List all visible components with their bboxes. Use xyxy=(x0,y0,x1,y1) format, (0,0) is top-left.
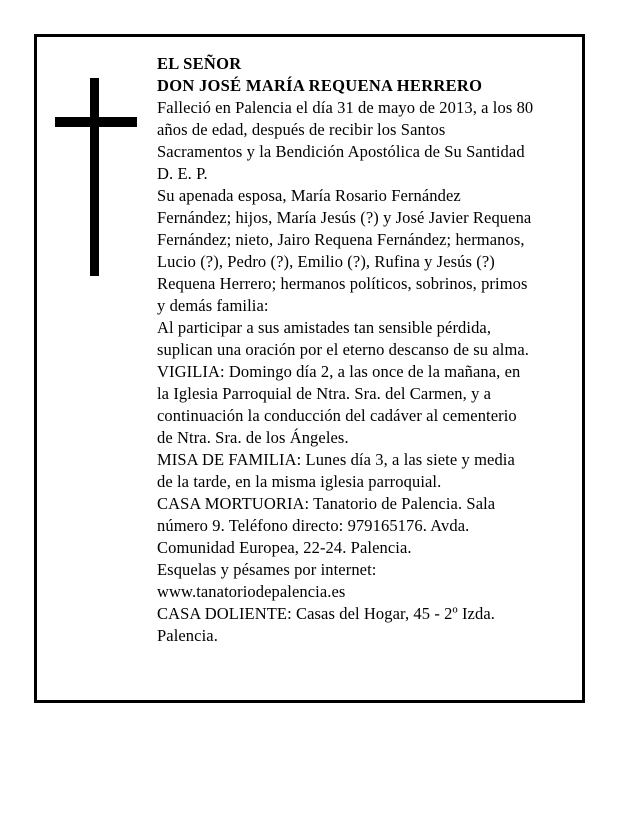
notice-body-line: VIGILIA: Domingo día 2, a las once de la mañana, en xyxy=(157,362,521,381)
cross-vertical-bar xyxy=(90,78,99,276)
notice-body-line: de Ntra. Sra. de los Ángeles. xyxy=(157,428,349,447)
obituary-notice-card xyxy=(34,34,585,703)
notice-body-line: número 9. Teléfono directo: 979165176. Avda. xyxy=(157,516,470,535)
notice-body-line: Falleció en Palencia el día 31 de mayo de 2013, a los 80 xyxy=(157,98,534,117)
notice-body-line: CASA MORTUORIA: Tanatorio de Palencia. Sala xyxy=(157,494,496,513)
obituary-text-block xyxy=(157,53,575,647)
notice-body-line: suplican una oración por el eterno descanso de su alma. xyxy=(157,340,530,359)
notice-body-line: años de edad, después de recibir los Santos xyxy=(157,120,446,139)
notice-body-line: de la tarde, en la misma iglesia parroquial. xyxy=(157,472,442,491)
cross-horizontal-bar xyxy=(55,117,137,127)
notice-body-line: D. E. P. xyxy=(157,164,208,183)
notice-website-line: www.tanatoriodepalencia.es xyxy=(157,582,346,601)
notice-body-line: Comunidad Europea, 22-24. Palencia. xyxy=(157,538,412,557)
notice-title: EL SEÑOR xyxy=(157,54,242,73)
notice-body-line: Requena Herrero; hermanos políticos, sobrinos, primos xyxy=(157,274,528,293)
deceased-name: DON JOSÉ MARÍA REQUENA HERRERO xyxy=(157,76,483,95)
notice-body-line: Palencia. xyxy=(157,626,218,645)
notice-body-line: Su apenada esposa, María Rosario Fernández xyxy=(157,186,461,205)
notice-body-line: y demás familia: xyxy=(157,296,269,315)
notice-body-line: continuación la conducción del cadáver al cementerio xyxy=(157,406,517,425)
latin-cross-icon xyxy=(55,78,137,276)
notice-body-line: Fernández; nieto, Jairo Requena Fernández; hermanos, xyxy=(157,230,525,249)
notice-body-line: Fernández; hijos, María Jesús (?) y José Javier Requena xyxy=(157,208,532,227)
notice-body-line: la Iglesia Parroquial de Ntra. Sra. del Carmen, y a xyxy=(157,384,492,403)
notice-body-line: MISA DE FAMILIA: Lunes día 3, a las siete y media xyxy=(157,450,515,469)
notice-body-line: CASA DOLIENTE: Casas del Hogar, 45 - 2º Izda. xyxy=(157,604,495,623)
notice-body-line: Esquelas y pésames por internet: xyxy=(157,560,377,579)
notice-body-line: Sacramentos y la Bendición Apostólica de Su Santidad xyxy=(157,142,525,161)
notice-body-line: Lucio (?), Pedro (?), Emilio (?), Rufina y Jesús (?) xyxy=(157,252,495,271)
notice-body-line: Al participar a sus amistades tan sensible pérdida, xyxy=(157,318,492,337)
